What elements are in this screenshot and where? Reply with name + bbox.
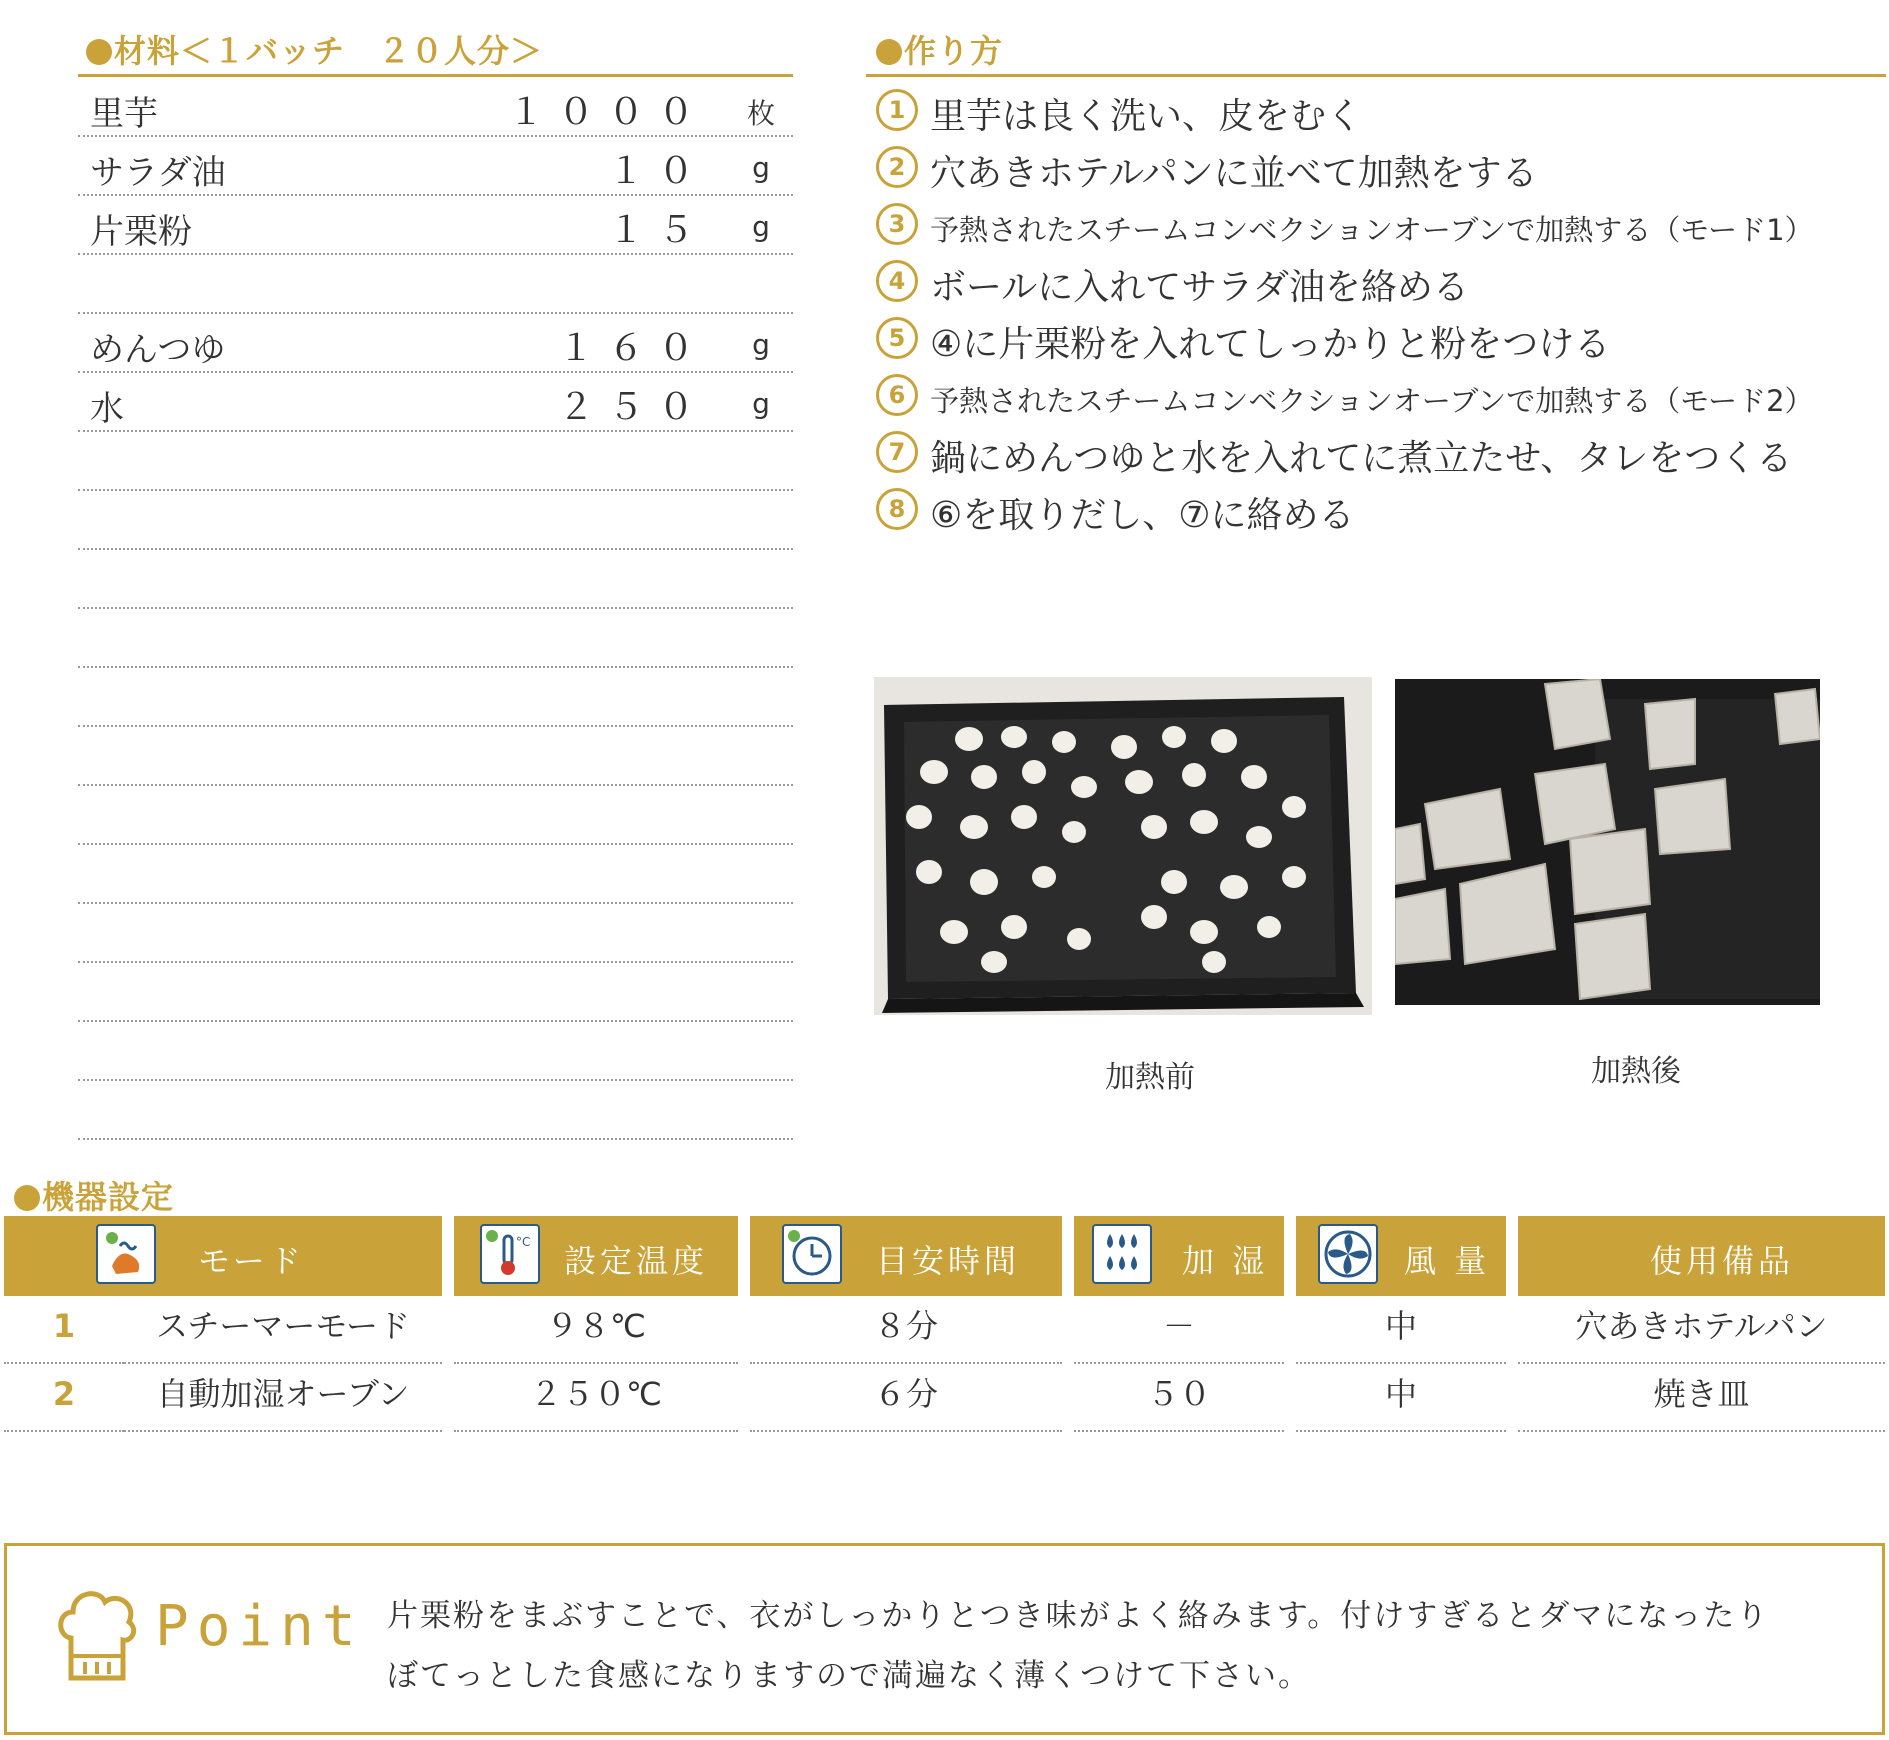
ingredient-row <box>78 1081 793 1140</box>
fan-icon <box>1318 1224 1378 1284</box>
step-text: 予熱されたスチームコンベクションオーブンで加熱する（モード2） <box>930 384 1814 418</box>
tray-after-image <box>1395 679 1820 1005</box>
equipment-title-text: 機器設定 <box>42 1178 175 1216</box>
header-tools <box>1518 1216 1885 1296</box>
ingredient-row <box>78 373 793 432</box>
header-fan-label: 風 量 <box>1404 1242 1491 1280</box>
step-text: ボールに入れてサラダ油を絡める <box>930 267 1469 308</box>
point-text-line1: 片栗粉をまぶすことで、衣がしっかりとつき味がよく絡みます。付けすぎるとダマになったり <box>387 1598 1770 1634</box>
equipment-cell-tools: 焼き皿 <box>1518 1364 1885 1432</box>
equipment-cell-humidity: － <box>1074 1296 1284 1364</box>
point-text-line2: ぼてっとした食感になりますので満遍なく薄くつけて下さい。 <box>387 1658 1311 1694</box>
equipment-cell-fan: 中 <box>1296 1364 1506 1432</box>
step-item <box>870 137 1889 194</box>
equipment-title <box>14 1172 174 1218</box>
header-temp <box>454 1216 738 1296</box>
ingredient-row <box>78 727 793 786</box>
step-number-circle: 6 <box>876 374 918 416</box>
ingredient-name: 水 <box>90 389 124 429</box>
equipment-table-header <box>0 1216 1889 1296</box>
ingredient-row <box>78 786 793 845</box>
steps-title-text: 作り方 <box>904 32 1004 70</box>
clock-icon <box>782 1224 842 1284</box>
ingredient-row <box>78 314 793 373</box>
photo-after-caption: 加熱後 <box>1591 1054 1681 1089</box>
step-item <box>870 80 1889 137</box>
header-mode-label: モード <box>198 1242 305 1280</box>
equipment-cell-tools: 穴あきホテルパン <box>1518 1296 1885 1364</box>
ingredients-title <box>86 26 543 72</box>
ingredient-row <box>78 137 793 196</box>
step-number-circle: 8 <box>876 488 918 530</box>
tray-before-image <box>874 677 1372 1015</box>
equipment-row <box>0 1296 1889 1364</box>
ingredient-name: サラダ油 <box>90 153 226 193</box>
step-number-circle: 2 <box>876 146 918 188</box>
equipment-cell-fan: 中 <box>1296 1296 1506 1364</box>
header-time-label: 目安時間 <box>876 1242 1021 1280</box>
steam-hand-icon <box>96 1224 156 1284</box>
ingredient-row <box>78 491 793 550</box>
photo-before-caption: 加熱前 <box>1105 1060 1195 1095</box>
header-tools-label: 使用備品 <box>1650 1242 1795 1280</box>
ingredient-amount: １０００ <box>507 92 708 133</box>
step-number-circle: 1 <box>876 89 918 131</box>
chef-hat-icon <box>55 1582 139 1690</box>
header-temp-label: 設定温度 <box>564 1242 709 1280</box>
equipment-cell-no: 1 <box>4 1296 124 1364</box>
bullet-dot-icon <box>86 39 112 65</box>
ingredient-row <box>78 255 793 314</box>
step-number-circle: 5 <box>876 317 918 359</box>
header-humidity <box>1074 1216 1284 1296</box>
equipment-cell-mode: 自動加湿オーブン <box>124 1364 442 1432</box>
ingredient-row <box>78 78 793 137</box>
ingredient-row <box>78 550 793 609</box>
step-number-circle: 7 <box>876 431 918 473</box>
ingredient-row <box>78 963 793 1022</box>
step-text: ⑥を取りだし、⑦に絡める <box>930 495 1355 536</box>
header-humidity-label: 加 湿 <box>1182 1242 1269 1280</box>
ingredients-title-text: 材料＜１バッチ ２０人分＞ <box>114 32 544 70</box>
ingredient-unit: g <box>752 328 770 361</box>
thermometer-icon <box>480 1224 540 1284</box>
svg-text:°C: °C <box>516 1235 531 1249</box>
step-item <box>870 365 1889 422</box>
ingredient-row <box>78 904 793 963</box>
equipment-cell-temp: ９８℃ <box>454 1296 738 1364</box>
step-number-circle: 4 <box>876 260 918 302</box>
bullet-dot-icon <box>876 39 902 65</box>
ingredients-list <box>78 78 793 1140</box>
ingredient-amount: １０ <box>607 151 708 192</box>
water-drops-icon <box>1092 1224 1152 1284</box>
ingredient-unit: g <box>752 210 770 243</box>
point-label: Point <box>155 1594 364 1659</box>
ingredient-row <box>78 1022 793 1081</box>
photo-after-heating <box>1395 679 1820 1005</box>
step-item <box>870 194 1889 251</box>
step-text: 穴あきホテルパンに並べて加熱をする <box>930 153 1538 194</box>
ingredient-row <box>78 196 793 255</box>
step-text: ④に片栗粉を入れてしっかりと粉をつける <box>930 324 1611 365</box>
header-time <box>750 1216 1062 1296</box>
step-text: 里芋は良く洗い、皮をむく <box>930 96 1363 137</box>
ingredient-unit: 枚 <box>746 97 775 130</box>
ingredient-name: めんつゆ <box>90 330 226 370</box>
equipment-row <box>0 1364 1889 1432</box>
step-item <box>870 479 1889 536</box>
steps-title <box>876 26 1003 72</box>
step-item <box>870 251 1889 308</box>
step-item <box>870 422 1889 479</box>
ingredient-unit: g <box>752 151 770 184</box>
photo-before-heating <box>874 677 1372 1015</box>
ingredient-amount: ２５０ <box>557 387 708 428</box>
step-text: 鍋にめんつゆと水を入れてに煮立たせ、タレをつくる <box>930 438 1793 479</box>
ingredient-amount: １６０ <box>557 328 708 369</box>
step-text: 予熱されたスチームコンベクションオーブンで加熱する（モード1） <box>930 213 1814 247</box>
point-box <box>4 1543 1885 1735</box>
ingredient-row <box>78 432 793 491</box>
equipment-cell-mode: スチーマーモード <box>124 1296 442 1364</box>
ingredient-amount: １５ <box>607 210 708 251</box>
steps-list <box>870 80 1889 536</box>
step-item <box>870 308 1889 365</box>
step-number-circle: 3 <box>876 203 918 245</box>
ingredient-unit: g <box>752 387 770 420</box>
bullet-dot-icon <box>14 1185 40 1211</box>
ingredient-row <box>78 609 793 668</box>
equipment-cell-temp: ２５０℃ <box>454 1364 738 1432</box>
equipment-cell-time: ６分 <box>750 1364 1062 1432</box>
ingredient-name: 片栗粉 <box>90 212 192 252</box>
ingredient-row <box>78 668 793 727</box>
equipment-cell-no: 2 <box>4 1364 124 1432</box>
header-mode <box>4 1216 442 1296</box>
equipment-cell-humidity: ５０ <box>1074 1364 1284 1432</box>
header-fan <box>1296 1216 1506 1296</box>
ingredient-row <box>78 845 793 904</box>
steps-title-rule <box>866 74 1886 77</box>
ingredient-name: 里芋 <box>90 94 158 134</box>
ingredients-title-rule <box>78 74 793 77</box>
equipment-cell-time: ８分 <box>750 1296 1062 1364</box>
